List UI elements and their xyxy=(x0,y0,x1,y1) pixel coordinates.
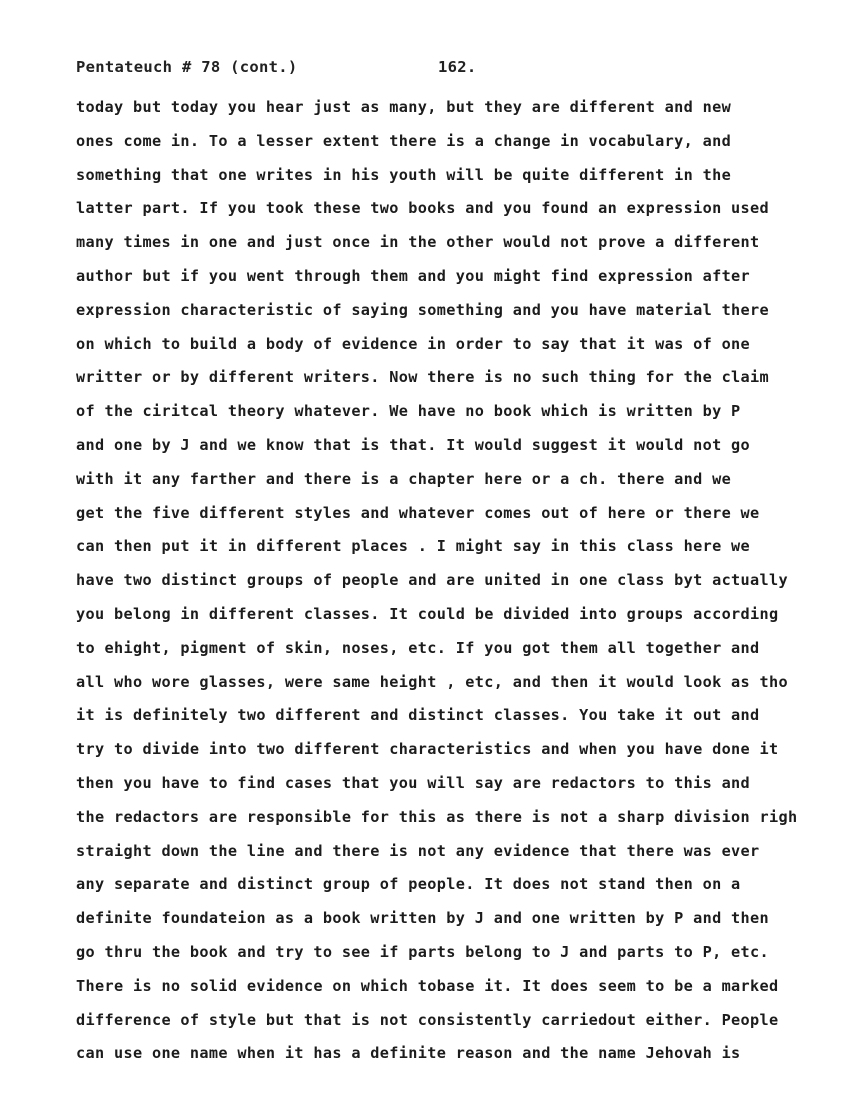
text-line: writter or by different writers. Now there is no such thing for the claim xyxy=(76,368,770,387)
text-line: you belong in different classes. It could be divided into groups according xyxy=(76,604,779,623)
text-line: of the ciritcal theory whatever. We have no book which is written by P xyxy=(76,402,741,421)
text-line: to ehight, pigment of skin, noses, etc. If you got them all together and xyxy=(76,638,760,657)
text-line: it is definitely two different and distinct classes. You take it out and xyxy=(76,706,760,725)
page-header xyxy=(76,58,836,80)
body-text xyxy=(76,91,846,1071)
text-line: straight down the line and there is not any evidence that there was ever xyxy=(76,841,760,860)
text-line: can use one name when it has a definite reason and the name Jehovah is xyxy=(76,1044,741,1063)
text-line: ones come in. To a lesser extent there is a change in vocabulary, and xyxy=(76,131,732,150)
text-line: difference of style but that is not consistently carriedout either. People xyxy=(76,1010,779,1029)
text-line: something that one writes in his youth will be quite different in the xyxy=(76,165,732,184)
text-line: go thru the book and try to see if parts belong to J and parts to P, etc. xyxy=(76,942,770,961)
text-line: then you have to find cases that you will say are redactors to this and xyxy=(76,773,751,792)
page-number: 162. xyxy=(438,58,477,76)
text-line: expression characteristic of saying something and you have material there xyxy=(76,300,770,319)
text-line: There is no solid evidence on which tobase it. It does seem to be a marked xyxy=(76,976,779,995)
text-line: author but if you went through them and you might find expression after xyxy=(76,266,751,285)
text-line: all who wore glasses, were same height , etc, and then it would look as tho xyxy=(76,672,789,691)
text-line: get the five different styles and whatever comes out of here or there we xyxy=(76,503,760,522)
text-line: and one by J and we know that is that. It would suggest it would not go xyxy=(76,435,751,454)
text-line: have two distinct groups of people and are united in one class byt actually xyxy=(76,571,789,590)
text-line: the redactors are responsible for this as there is not a sharp division righ xyxy=(76,807,798,826)
header-title: Pentateuch # 78 (cont.) xyxy=(76,58,298,76)
text-line: with it any farther and there is a chapter here or a ch. there and we xyxy=(76,469,732,488)
text-line: can then put it in different places . I might say in this class here we xyxy=(76,537,751,556)
text-line: on which to build a body of evidence in order to say that it was of one xyxy=(76,334,751,353)
text-line: latter part. If you took these two books and you found an expression used xyxy=(76,199,770,218)
text-line: try to divide into two different characteristics and when you have done it xyxy=(76,740,779,759)
text-line: any separate and distinct group of people. It does not stand then on a xyxy=(76,875,741,894)
text-line: many times in one and just once in the other would not prove a different xyxy=(76,233,760,252)
text-line: definite foundateion as a book written by J and one written by P and then xyxy=(76,909,770,928)
text-line: today but today you hear just as many, but they are different and new xyxy=(76,98,732,116)
